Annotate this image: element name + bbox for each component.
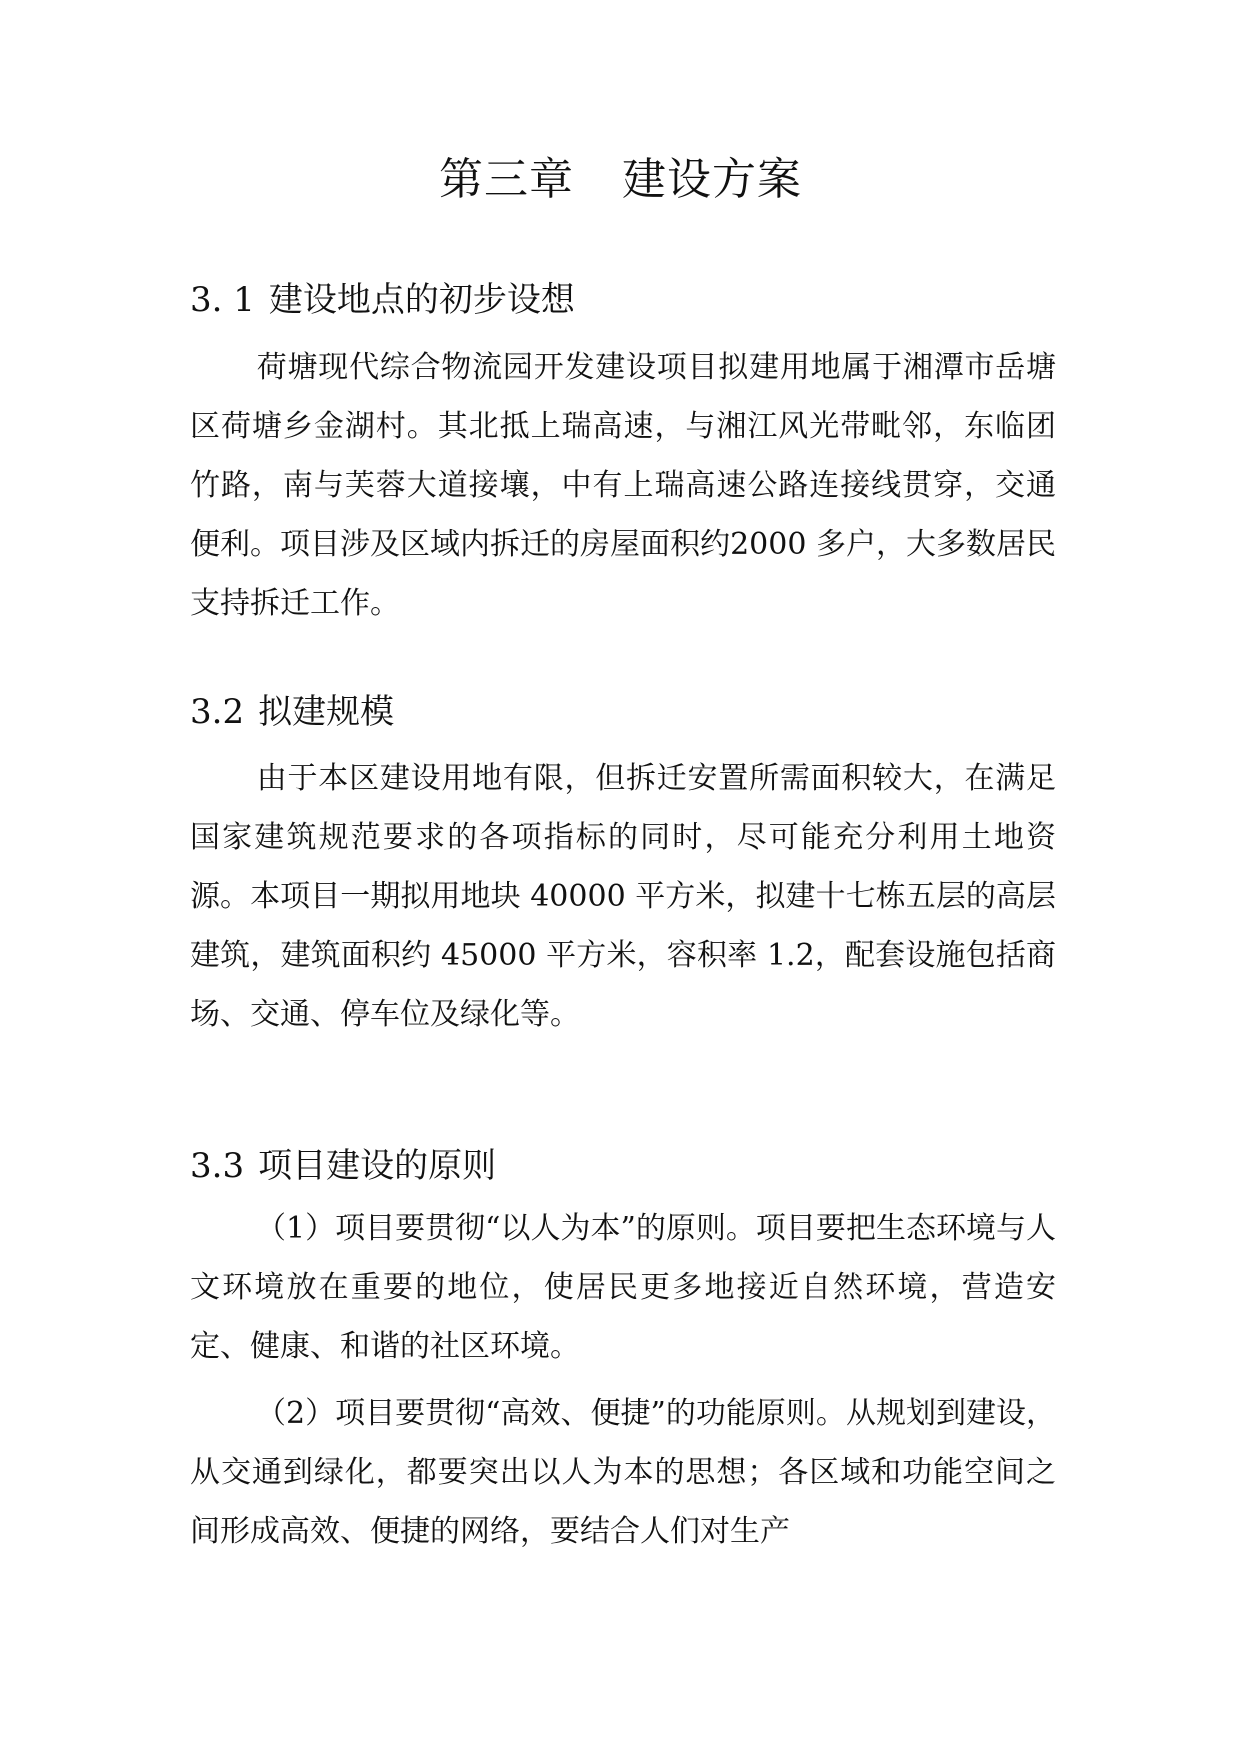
paragraph-text: （1）项目要贯彻“以人为本”的原则。项目要把生态环境与人文环境放在重要的地位，使居民更多地接近自然环境，营造安定、健康、和谐的社区环境。 — [190, 1211, 1056, 1364]
principle-paragraph-1 — [190, 1199, 1056, 1376]
section-number: 3.3 — [190, 1146, 245, 1186]
chapter-title — [0, 152, 1241, 208]
section-title: 建设地点的初步设想 — [268, 280, 575, 320]
section-heading-3-2 — [190, 690, 394, 734]
chapter-name: 建设方案 — [622, 154, 802, 205]
paragraph — [190, 338, 1056, 633]
section-number: 3.2 — [190, 692, 245, 732]
principle-paragraph-2 — [190, 1384, 1056, 1561]
section-heading-3-1 — [190, 278, 575, 322]
paragraph-text: （2）项目要贯彻“高效、便捷”的功能原则。从规划到建设，从交通到绿化，都要突出以人为本的思想；各区域和功能空间之间形成高效、便捷的网络，要结合人们对生产 — [190, 1396, 1056, 1549]
section-title: 拟建规模 — [258, 692, 395, 732]
section-number: 3. 1 — [190, 280, 255, 320]
paragraph-text: 荷塘现代综合物流园开发建设项目拟建用地属于湘潭市岳塘区荷塘乡金湖村。其北抵上瑞高速，与湘江风光带毗邻，东临团竹路，南与芙蓉大道接壤，中有上瑞高速公路连接线贯穿，交通便利。项目涉及区域内拆迁的房屋面积约2000 多户，大多数居民支持拆迁工作。 — [190, 350, 1056, 621]
section-heading-3-3 — [190, 1144, 496, 1188]
section-title: 项目建设的原则 — [258, 1146, 497, 1186]
chapter-number: 第三章 — [439, 154, 574, 205]
paragraph — [190, 749, 1056, 1044]
paragraph-text: 由于本区建设用地有限，但拆迁安置所需面积较大，在满足国家建筑规范要求的各项指标的同时，尽可能充分利用土地资源。本项目一期拟用地块 40000 平方米，拟建十七栋五层的高层建筑，建筑面积约 45000 平方米，容积率 1.2，配套设施包括商场、交通、停车位及绿化等。 — [190, 761, 1056, 1032]
